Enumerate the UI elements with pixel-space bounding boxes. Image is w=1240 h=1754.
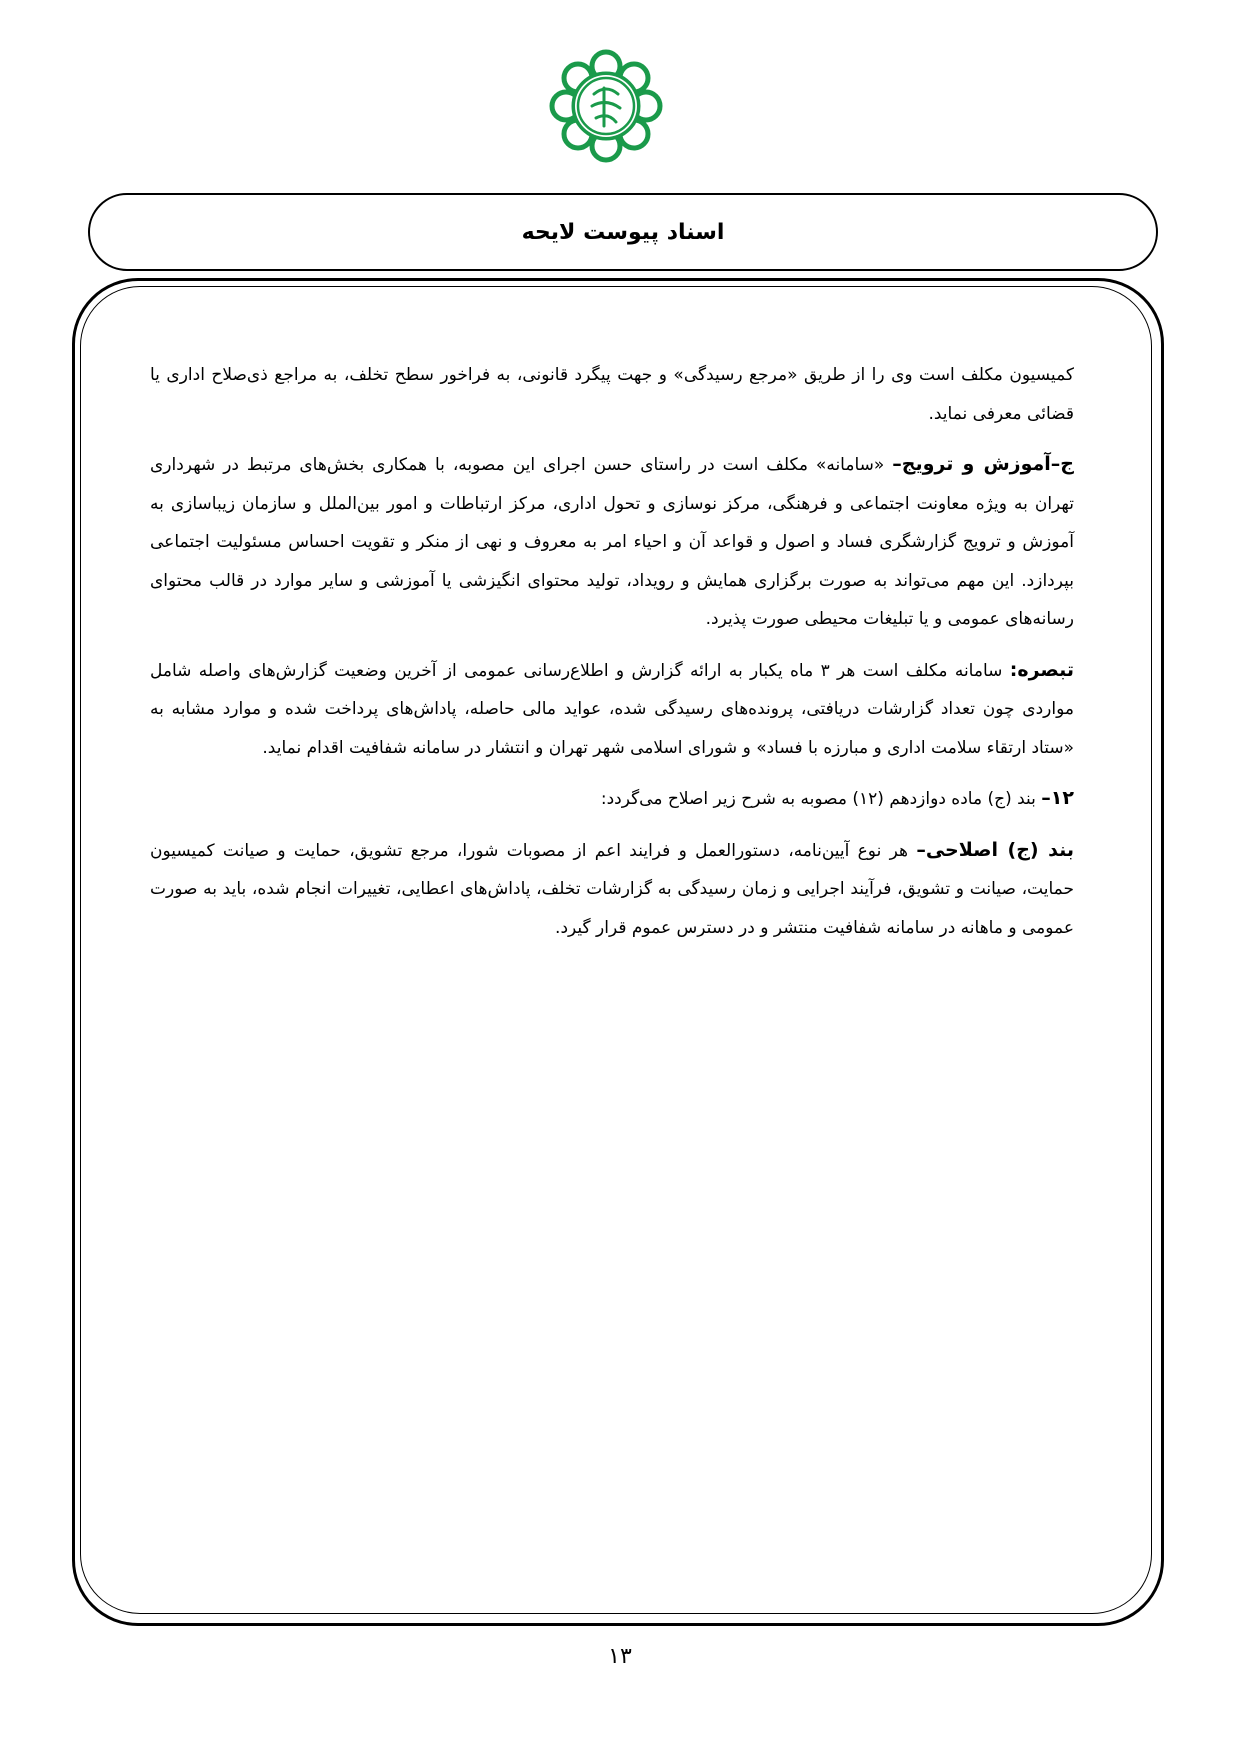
paragraph-heading-amended-clause: بند (ج) اصلاحی– <box>916 838 1075 861</box>
page-number: ۱۳ <box>608 1644 632 1669</box>
paragraph-commission-referral: کمیسیون مکلف است وی را از طریق «مرجع رسیدگی» و جهت پیگرد قانونی، به فراخور سطح تخلف، به مراجع ذی‌صلاح اداری یا قضائی معرفی نماید. <box>150 365 1074 424</box>
document-body <box>150 356 1074 959</box>
paragraph-article-12: ۱۲– بند (ج) ماده دوازدهم (۱۲) مصوبه به شرح زیر اصلاح می‌گردد: <box>600 787 1074 809</box>
paragraph-heading-article-12: ۱۲– <box>1041 787 1074 809</box>
tehran-municipality-logo-icon <box>544 44 668 168</box>
paragraph-education-promotion: ج–آموزش و ترویج– «سامانه» مکلف است در راستای حسن اجرای این مصوبه، با همکاری بخش‌های مرتبط در شهرداری تهران به ویژه معاونت اجتماعی و فرهنگی، مرکز نوسازی و تحول اداری، مرکز ارتباطات و امور بین‌الملل و سازمان زیباسازی به آموزش و ترویج گزارشگری فساد و اصول و قواعد آن و احیاء امر به معروف و نهی از منکر و تقویت احساس مسئولیت اجتماعی بپردازد. این مهم می‌تواند به صورت برگزاری همایش و رویداد، تولید محتوای انگیزشی یا آموزشی و سایر موارد در قالب محتوای رسانه‌های عمومی و یا تبلیغات محیطی صورت پذیرد. <box>150 453 1074 629</box>
paragraph-heading-education: ج–آموزش و ترویج– <box>892 453 1074 475</box>
paragraph-note: تبصره: سامانه مکلف است هر ۳ ماه یکبار به ارائه گزارش و اطلاع‌رسانی عمومی از آخرین وضعیت گزارش‌های واصله شامل مواردی چون تعداد گزارشات دریافتی، پرونده‌های رسیدگی شده، عواید مالی حاصله، پاداش‌های پرداخت شده و موارد مشابه به «ستاد ارتقاء سلامت اداری و مبارزه با فساد» و شورای اسلامی شهر تهران و انتشار در سامانه شفافیت اقدام نماید. <box>150 658 1074 758</box>
document-title-box <box>88 193 1158 271</box>
paragraph-heading-note: تبصره: <box>1009 658 1074 681</box>
paragraph-amended-clause: بند (ج) اصلاحی– هر نوع آیین‌نامه، دستورالعمل و فرایند اعم از مصوبات شورا، مرجع تشویق، حمایت و صیانت کمیسیون حمایت، صیانت و تشویق، فرآیند اجرایی و زمان رسیدگی به گزارشات تخلف، پاداش‌های اعطایی، تغییرات انجام شده، باید به صورت عمومی و ماهانه در سامانه شفافیت منتشر و در دسترس عموم قرار گیرد. <box>150 838 1075 938</box>
document-title: اسناد پیوست لایحه <box>521 219 725 245</box>
